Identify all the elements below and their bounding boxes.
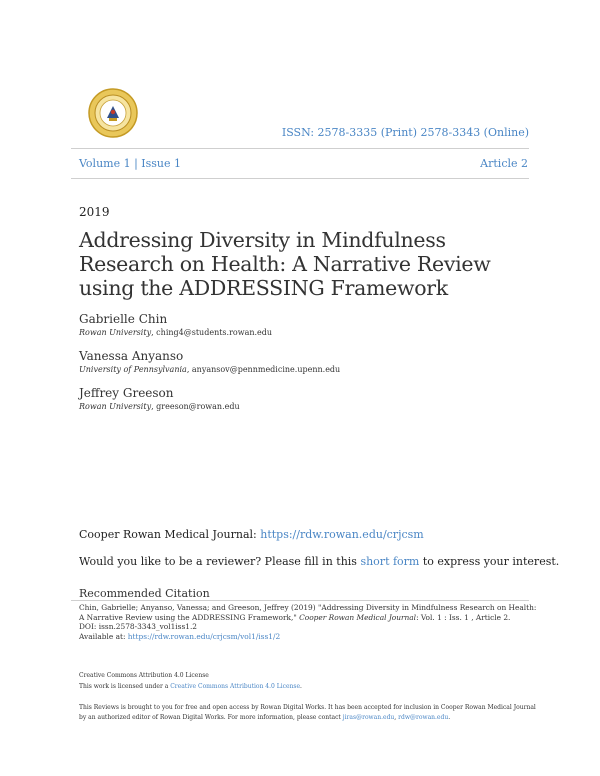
journal-url-link[interactable]: https://rdw.rowan.edu/crjcsm [260, 528, 424, 541]
license-statement: This work is licensed under a Creative Commons Attribution 4.0 License. [79, 683, 302, 690]
article-number-link[interactable]: Article 2 [480, 157, 528, 170]
contact-email-link[interactable]: rdw@rowan.edu [398, 714, 449, 721]
author-affiliation: University of Pennsylvania, anyansov@pennmedicine.upenn.edu [79, 365, 341, 374]
recommended-citation-heading: Recommended Citation [79, 587, 210, 600]
author-affiliation: Rowan University, ching4@students.rowan.edu [79, 328, 273, 337]
volume-issue-link[interactable]: Volume 1 | Issue 1 [79, 157, 182, 170]
publication-year: 2019 [79, 205, 110, 219]
header-rule-top [71, 148, 529, 149]
contact-email-link[interactable]: jiras@rowan.edu [342, 714, 395, 721]
header-rule-bottom [71, 178, 529, 179]
access-statement-line2: by an authorized editor of Rowan Digital Works. For more information, please contact jiras@rowan.edu, rdw@rowan.edu. [79, 714, 451, 721]
journal-seal-logo [88, 88, 138, 138]
citation-rule [71, 600, 529, 601]
author-name: Gabrielle Chin [79, 312, 168, 326]
reviewer-invite: Would you like to be a reviewer? Please fill in this short form to express your interest. [79, 555, 560, 568]
access-statement-line1: This Reviews is brought to you for free and open access by Rowan Digital Works. It has been accepted for inclusion in Cooper Rowan Medical Journal [79, 704, 536, 711]
journal-line: Cooper Rowan Medical Journal: https://rdw.rowan.edu/crjcsm [79, 528, 424, 541]
citation-url-link[interactable]: https://rdw.rowan.edu/crjcsm/vol1/iss1/2 [127, 631, 281, 641]
license-inline-link[interactable]: Creative Commons Attribution 4.0 License [170, 683, 301, 690]
license-link[interactable]: Creative Commons Attribution 4.0 License [79, 672, 209, 679]
citation-text: Chin, Gabrielle; Anyanso, Vanessa; and Greeson, Jeffrey (2019) "Addressing Diversity in Mindfulness Research on Health: A Narrative Review using the ADDRESSING Framework," Cooper Rowan Medical Journal: Vol. 1 : Iss. 1 , Article 2. DOI: issn.2578-3343_vol1iss1.2 Available at: https://rdw.rowan.edu/crjcsm/vol1/iss1/2 [79, 603, 537, 641]
issn-text: ISSN: 2578-3335 (Print) 2578-3343 (Online) [281, 126, 529, 139]
author-name: Vanessa Anyanso [79, 349, 184, 363]
short-form-link[interactable]: short form [360, 555, 420, 568]
author-affiliation: Rowan University, greeson@rowan.edu [79, 402, 240, 411]
author-name: Jeffrey Greeson [79, 386, 174, 400]
article-title: Addressing Diversity in Mindfulness Research on Health: A Narrative Review using the ADDRESSING Framework [79, 228, 491, 300]
